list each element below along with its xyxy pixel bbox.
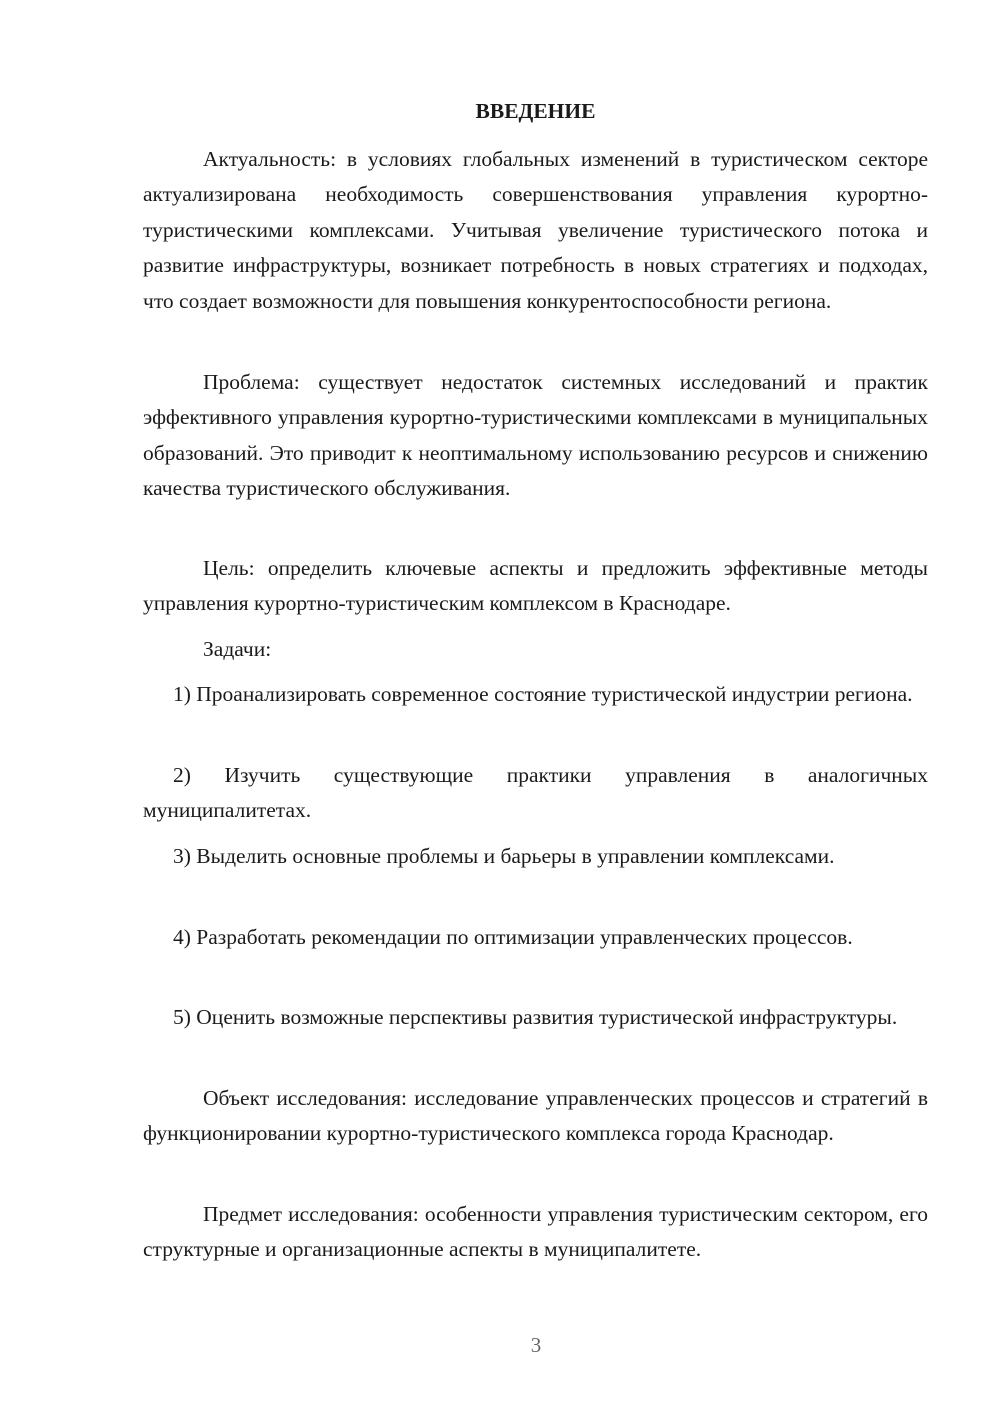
task-item-1: 1) Проанализировать современное состояние туристической индустрии региона. [173, 682, 913, 706]
task-item-5: 5) Оценить возможные перспективы развития туристической инфраструктуры. [173, 1005, 898, 1029]
tasks-label: Задачи: [203, 637, 272, 661]
task-item-2: 2) Изучить существующие практики управления в аналогичных муниципалитетах. [143, 763, 928, 823]
page-number: 3 [530, 1333, 542, 1357]
paragraph-object: Объект исследования: исследование управленческих процессов и стратегий в функционировании курортно-туристического комплекса города Краснодар. [143, 1086, 928, 1146]
paragraph-goal: Цель: определить ключевые аспекты и предложить эффективные методы управления курортно-туристическим комплексом в Краснодаре. [143, 556, 928, 616]
paragraph-relevance: Актуальность: в условиях глобальных изменений в туристическом секторе актуализирована необходимость совершенствования управления курортно-туристическими комплексами. Учитывая увеличение туристического потока и развитие инфраструктуры, возникает потребность в новых стратегиях и подходах, что создает возможности для повышения конкурентоспособности региона. [143, 147, 928, 313]
paragraph-subject: Предмет исследования: особенности управления туристическим сектором, его структурные и организационные аспекты в муниципалитете. [143, 1202, 928, 1262]
paragraph-problem: Проблема: существует недостаток системных исследований и практик эффективного управления курортно-туристическими комплексами в муниципальных образований. Это приводит к неоптимальному использованию ресурсов и снижению качества туристического обслуживания. [143, 370, 928, 501]
section-heading: ВВЕДЕНИЕ [475, 99, 596, 123]
task-item-4: 4) Разработать рекомендации по оптимизации управленческих процессов. [173, 925, 853, 949]
task-item-3: 3) Выделить основные проблемы и барьеры в управлении комплексами. [173, 844, 835, 868]
